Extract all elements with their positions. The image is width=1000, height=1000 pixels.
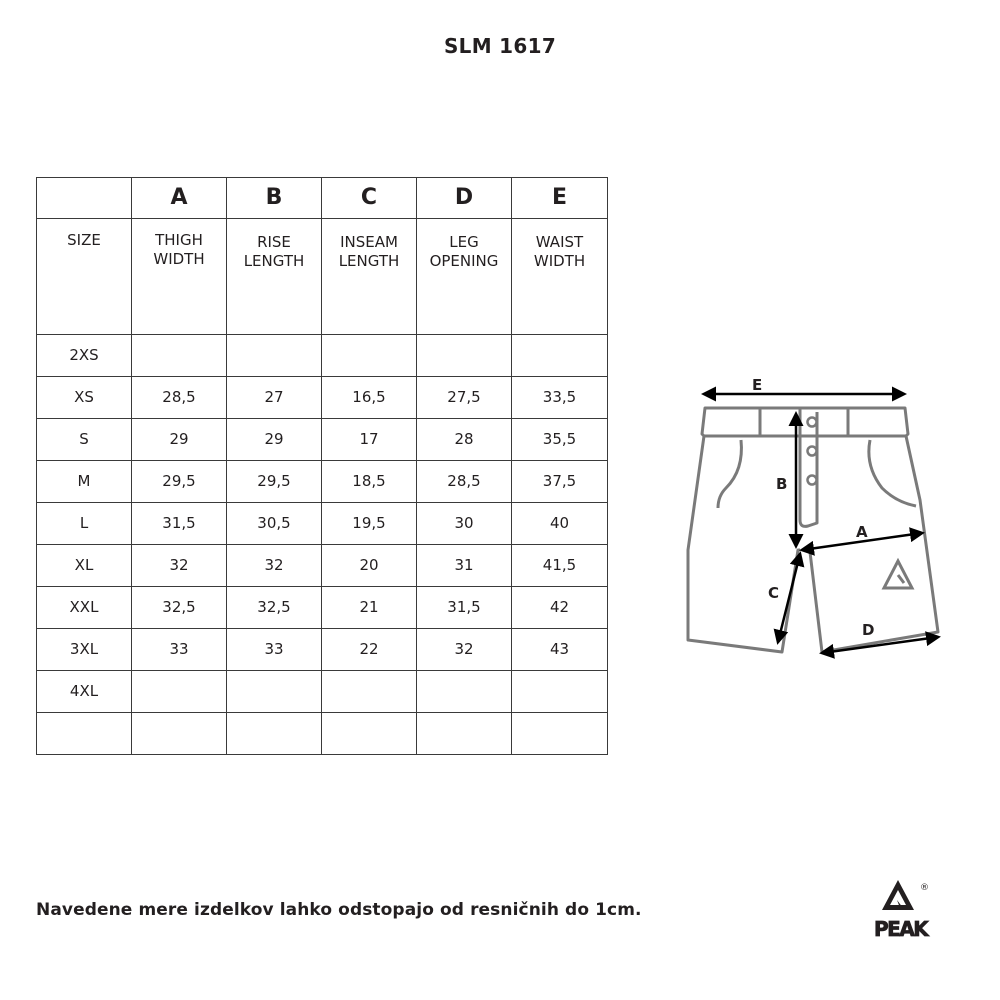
column-header-c-line1: INSEAM	[340, 233, 398, 251]
value-cell-b: 30,5	[227, 503, 322, 545]
value-cell-e: 41,5	[512, 545, 608, 587]
measurement-labels	[752, 376, 874, 639]
value-cell-d	[417, 335, 512, 377]
value-cell-b: 29,5	[227, 461, 322, 503]
column-header-e	[512, 219, 608, 335]
size-row	[37, 671, 608, 713]
column-header-a-line2: WIDTH	[153, 249, 205, 268]
value-cell-b: 32	[227, 545, 322, 587]
value-cell-b	[227, 671, 322, 713]
value-cell-c: 22	[322, 629, 417, 671]
value-cell-c	[322, 713, 417, 755]
size-row	[37, 419, 608, 461]
size-cell: L	[37, 503, 132, 545]
measurement-note: Navedene mere izdelkov lahko odstopajo od resničnih do 1cm.	[36, 900, 642, 920]
column-header-a	[132, 219, 227, 335]
value-cell-e: 42	[512, 587, 608, 629]
button-icons	[808, 418, 817, 485]
value-cell-e: 33,5	[512, 377, 608, 419]
arrow-c	[778, 554, 800, 642]
letter-a: A	[132, 178, 227, 219]
value-cell-c: 16,5	[322, 377, 417, 419]
size-row	[37, 545, 608, 587]
value-cell-c	[322, 671, 417, 713]
size-cell: S	[37, 419, 132, 461]
registered-mark: ®	[920, 883, 929, 893]
label-d: D	[862, 621, 875, 639]
value-cell-c: 18,5	[322, 461, 417, 503]
size-cell: 2XS	[37, 335, 132, 377]
column-header-c	[322, 219, 417, 335]
value-cell-a	[132, 335, 227, 377]
letter-e: E	[512, 178, 608, 219]
value-cell-c: 17	[322, 419, 417, 461]
letter-header-row	[37, 178, 608, 219]
value-cell-a	[132, 671, 227, 713]
column-header-c-line2: LENGTH	[338, 251, 400, 270]
size-cell: M	[37, 461, 132, 503]
value-cell-e: 40	[512, 503, 608, 545]
value-cell-c: 21	[322, 587, 417, 629]
page-title: SLM 1617	[443, 34, 557, 58]
size-row	[37, 377, 608, 419]
column-header-b-line2: LENGTH	[243, 251, 305, 270]
size-cell	[37, 713, 132, 755]
value-cell-b	[227, 335, 322, 377]
header-empty-cell	[37, 178, 132, 219]
column-header-d-line2: OPENING	[429, 251, 499, 270]
size-row	[37, 587, 608, 629]
size-row	[37, 503, 608, 545]
value-cell-d: 28	[417, 419, 512, 461]
size-cell: XL	[37, 545, 132, 587]
size-rows	[37, 335, 608, 755]
label-header-row	[37, 219, 608, 335]
value-cell-a: 29	[132, 419, 227, 461]
label-a: A	[856, 523, 868, 541]
arrow-d	[822, 637, 938, 653]
shorts-diagram	[660, 370, 960, 670]
size-row	[37, 713, 608, 755]
peak-mini-icon	[884, 561, 912, 588]
value-cell-e: 43	[512, 629, 608, 671]
letter-c: C	[322, 178, 417, 219]
value-cell-b: 29	[227, 419, 322, 461]
size-cell: XXL	[37, 587, 132, 629]
value-cell-e: 35,5	[512, 419, 608, 461]
letter-d: D	[417, 178, 512, 219]
value-cell-d: 32	[417, 629, 512, 671]
label-e: E	[752, 376, 763, 394]
value-cell-a: 31,5	[132, 503, 227, 545]
value-cell-d: 30	[417, 503, 512, 545]
column-header-d	[417, 219, 512, 335]
shorts-outline	[688, 408, 938, 652]
value-cell-a: 32	[132, 545, 227, 587]
value-cell-b: 32,5	[227, 587, 322, 629]
column-header-b-line1: RISE	[257, 233, 291, 251]
value-cell-a: 33	[132, 629, 227, 671]
column-header-b	[227, 219, 322, 335]
peak-wordmark: PEAK	[874, 917, 928, 941]
size-header: SIZE	[37, 219, 132, 335]
column-header-e-line1: WAIST	[535, 233, 584, 251]
letter-b: B	[227, 178, 322, 219]
size-row	[37, 461, 608, 503]
size-cell: 4XL	[37, 671, 132, 713]
value-cell-e	[512, 335, 608, 377]
value-cell-a: 32,5	[132, 587, 227, 629]
label-c: C	[768, 584, 780, 602]
value-cell-b: 27	[227, 377, 322, 419]
size-row	[37, 335, 608, 377]
value-cell-d: 31,5	[417, 587, 512, 629]
size-row	[37, 629, 608, 671]
value-cell-a: 29,5	[132, 461, 227, 503]
value-cell-e: 37,5	[512, 461, 608, 503]
value-cell-b: 33	[227, 629, 322, 671]
size-table	[36, 177, 608, 755]
value-cell-c: 20	[322, 545, 417, 587]
label-b: B	[776, 475, 788, 493]
column-header-a-line1: THIGH	[155, 231, 203, 249]
value-cell-b	[227, 713, 322, 755]
measurement-arrows	[704, 394, 938, 653]
column-header-e-line2: WIDTH	[533, 251, 586, 270]
value-cell-d: 31	[417, 545, 512, 587]
peak-logo	[870, 878, 942, 942]
value-cell-a: 28,5	[132, 377, 227, 419]
value-cell-a	[132, 713, 227, 755]
peak-triangle-icon	[882, 880, 914, 910]
value-cell-e	[512, 671, 608, 713]
value-cell-e	[512, 713, 608, 755]
value-cell-c: 19,5	[322, 503, 417, 545]
value-cell-d	[417, 671, 512, 713]
size-cell: XS	[37, 377, 132, 419]
value-cell-c	[322, 335, 417, 377]
value-cell-d	[417, 713, 512, 755]
size-cell: 3XL	[37, 629, 132, 671]
value-cell-d: 27,5	[417, 377, 512, 419]
column-header-d-line1: LEG	[449, 233, 479, 251]
value-cell-d: 28,5	[417, 461, 512, 503]
